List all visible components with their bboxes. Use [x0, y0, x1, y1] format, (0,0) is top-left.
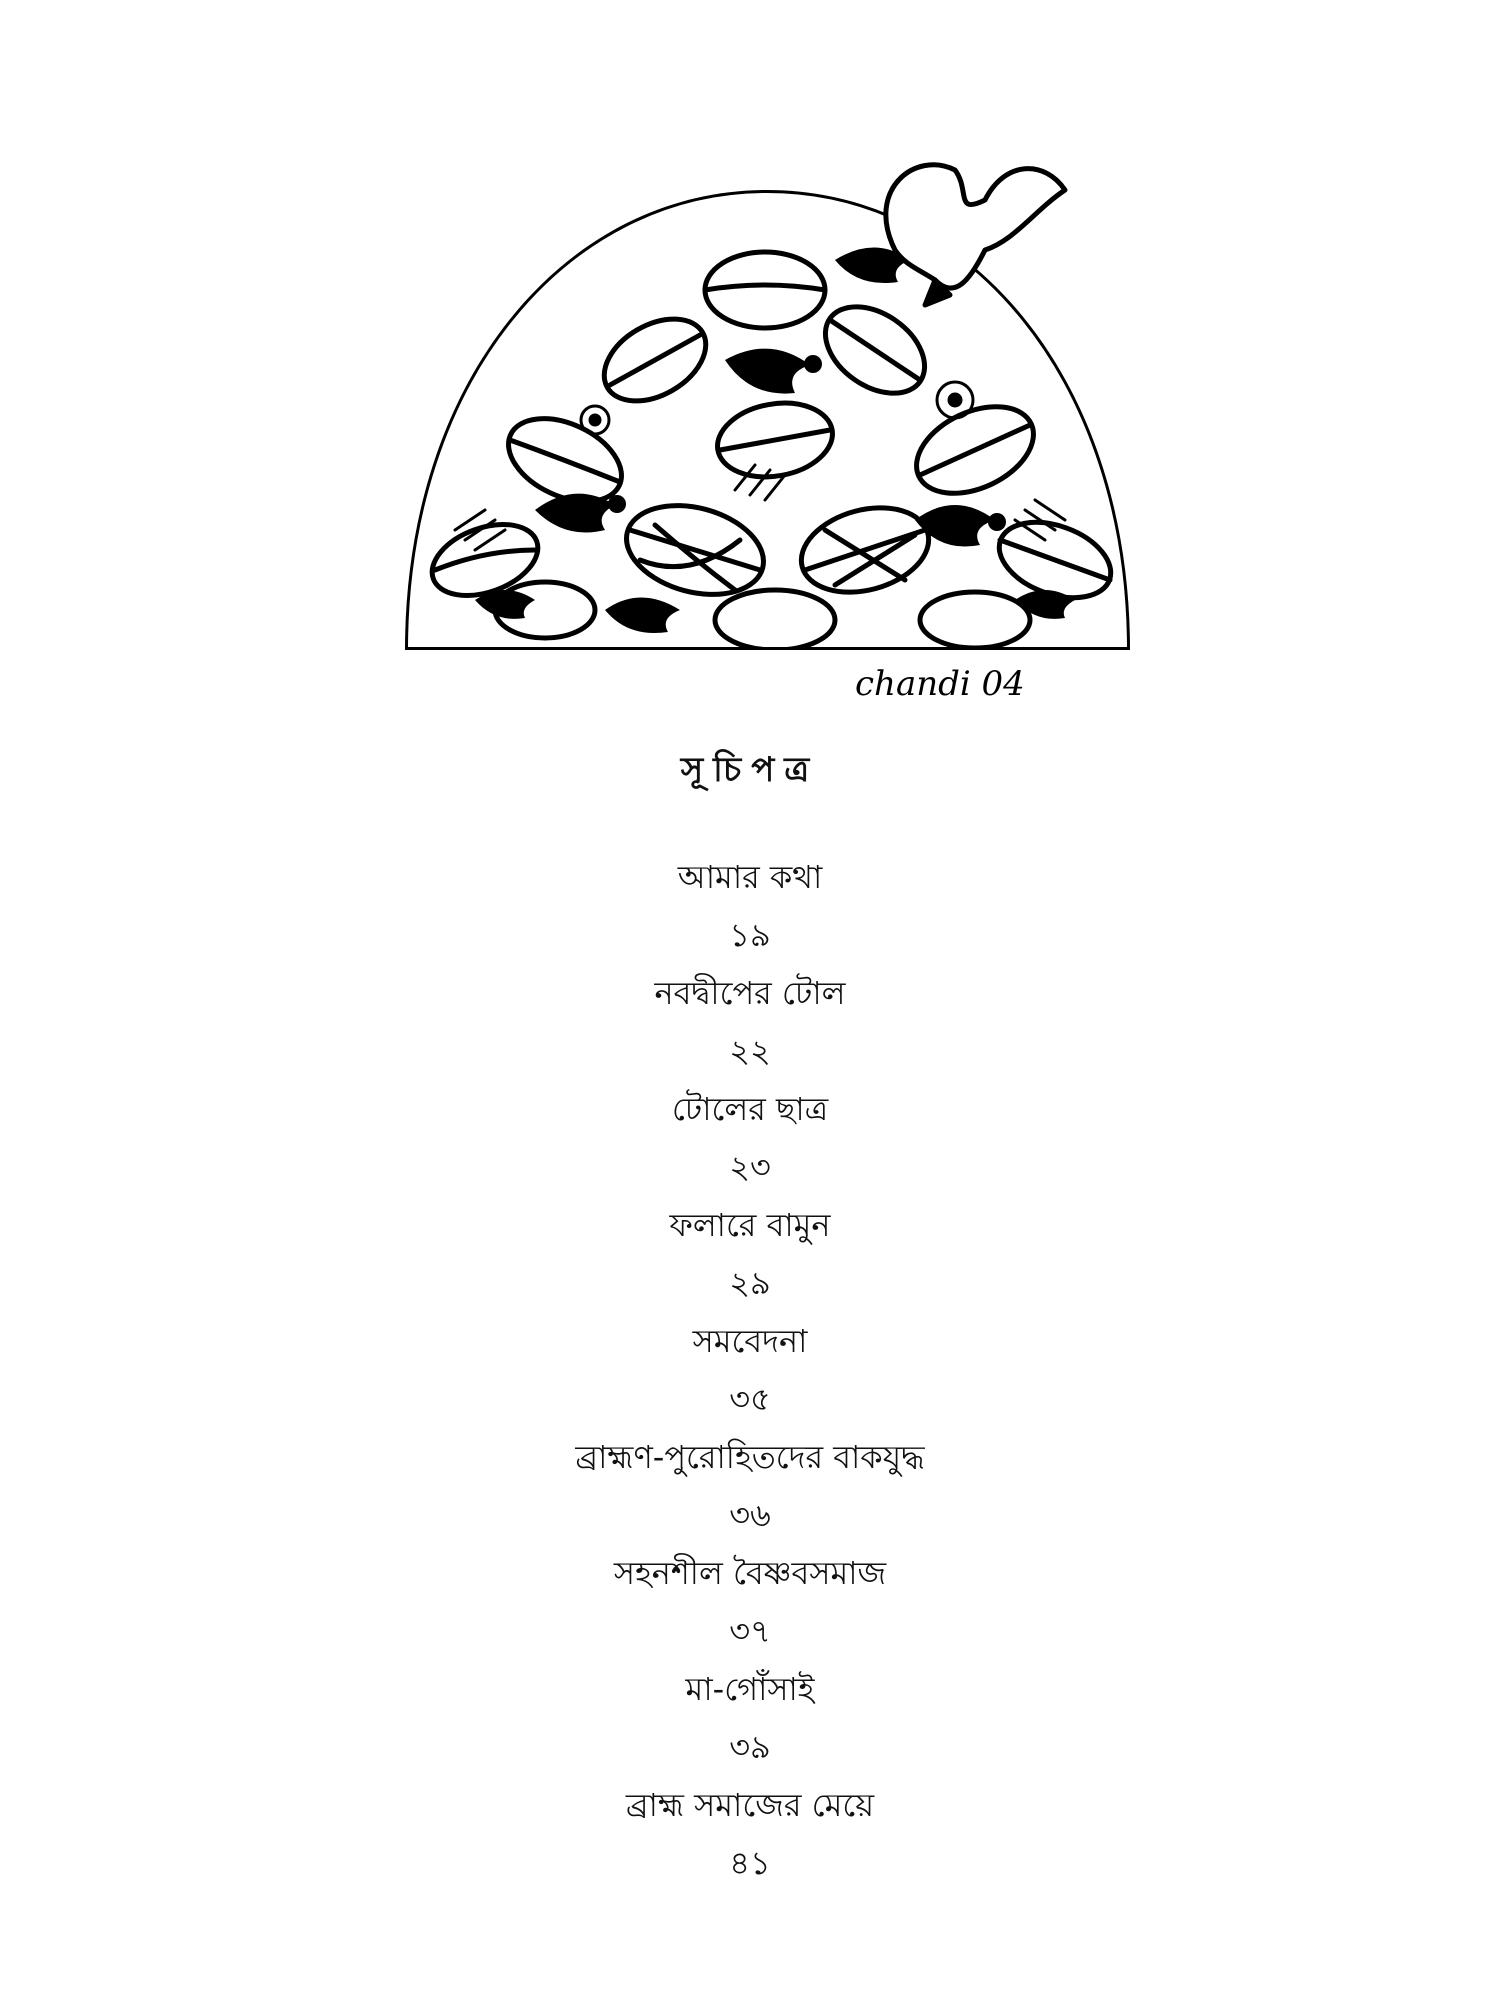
- toc-entry-page: ২২: [729, 1032, 771, 1070]
- toc-entry-title: ব্রাহ্মণ-পুরোহিতদের বাকযুদ্ধ: [575, 1438, 925, 1476]
- toc-entry-title: আমার কথা: [677, 858, 823, 896]
- toc-entry-page: ৩৬: [729, 1496, 771, 1534]
- toc-entry[interactable]: [0, 1544, 1500, 1660]
- toc-entry[interactable]: [0, 1196, 1500, 1312]
- toc-entry-page: ২৯: [729, 1264, 771, 1302]
- toc-entry-title: সমবেদনা: [692, 1322, 808, 1360]
- birds-leaves-drawing-icon: [395, 130, 1140, 710]
- toc-entry-title: ফলারে বামুন: [669, 1206, 831, 1244]
- toc-entry[interactable]: [0, 1776, 1500, 1892]
- toc-entry[interactable]: [0, 1660, 1500, 1776]
- toc-entry-page: ৪১: [729, 1844, 771, 1882]
- toc-entry-page: ৩৭: [729, 1612, 771, 1650]
- toc-entry[interactable]: [0, 1080, 1500, 1196]
- table-of-contents: [0, 848, 1500, 1892]
- artist-signature: chandi 04: [855, 664, 1025, 704]
- cover-illustration: [395, 130, 1140, 710]
- toc-entry-title: সহনশীল বৈষ্ণবসমাজ: [613, 1554, 887, 1592]
- toc-entry[interactable]: [0, 1428, 1500, 1544]
- toc-entry-page: ৩৯: [729, 1728, 771, 1766]
- page-title: সূচিপত্র: [680, 750, 820, 790]
- toc-entry[interactable]: [0, 964, 1500, 1080]
- toc-entry-page: ২৩: [729, 1148, 771, 1186]
- toc-entry[interactable]: [0, 848, 1500, 964]
- toc-entry-title: ব্রাহ্ম সমাজের মেয়ে: [625, 1786, 875, 1824]
- toc-entry-page: ১৯: [729, 916, 771, 954]
- toc-entry[interactable]: [0, 1312, 1500, 1428]
- toc-entry-title: টোলের ছাত্র: [671, 1090, 829, 1128]
- toc-entry-page: ৩৫: [729, 1380, 771, 1418]
- toc-entry-title: নবদ্বীপের টোল: [654, 974, 846, 1012]
- toc-entry-title: মা-গোঁসাই: [685, 1670, 815, 1708]
